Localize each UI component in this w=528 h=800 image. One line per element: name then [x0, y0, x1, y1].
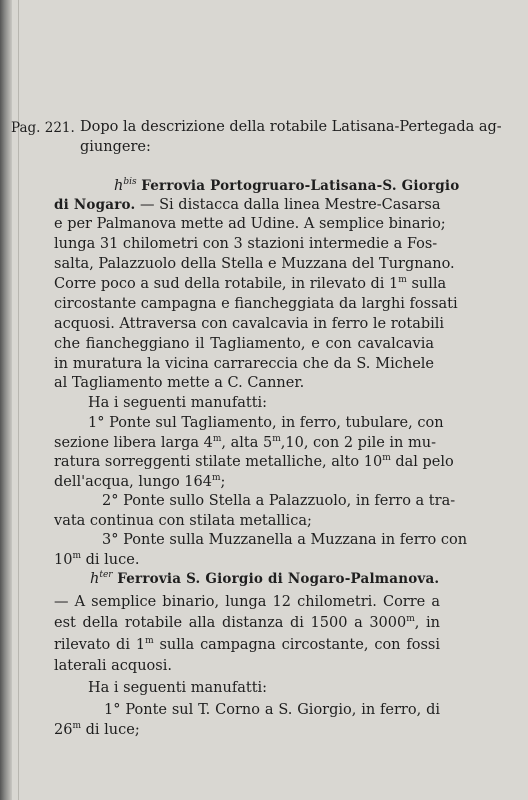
- text-line: [54, 472, 225, 492]
- superscript: m: [72, 551, 81, 562]
- text-fragment: ratura sorreggenti stilate metalliche, alto 10: [54, 454, 383, 470]
- text-line: 3° Ponte sulla Muzzanella a Muzzana in ferro con: [102, 532, 468, 548]
- superscript: m: [272, 434, 281, 445]
- text-fragment: sulla: [406, 276, 447, 292]
- text-line: [54, 274, 447, 294]
- text-fragment: 26: [54, 722, 73, 738]
- text-fragment: sulla campagna circostante, con fossi: [153, 637, 440, 653]
- text-line: Dopo la descrizione della rotabile Latisana-Pertegada ag-: [80, 119, 502, 135]
- text-fragment: ;: [220, 474, 226, 490]
- text-fragment: rilevato di 1: [54, 637, 146, 653]
- text-fragment: dal pelo: [390, 454, 454, 470]
- text-fragment: , in: [414, 615, 440, 631]
- section-heading-1: [114, 176, 459, 196]
- text-line: [54, 433, 434, 453]
- text-line: [54, 613, 440, 633]
- text-fragment: di luce.: [81, 552, 140, 568]
- section-title-cont: di Nogaro.: [54, 197, 136, 213]
- text-line: salta, Palazzuolo della Stella e Muzzana del Turgnano.: [54, 256, 455, 272]
- text-line: circostante campagna e fiancheggiata da larghi fossati: [54, 296, 458, 312]
- text-fragment: est della rotabile alla distanza di 1500 a 3000: [54, 615, 407, 631]
- section-heading-2: [90, 569, 439, 589]
- text-line: laterali acquosi.: [54, 658, 172, 674]
- text-line: [54, 635, 440, 655]
- text-line: [54, 550, 139, 570]
- text-line: Ha i seguenti manufatti:: [88, 680, 268, 696]
- text-fragment: sezione libera larga 4: [54, 435, 213, 451]
- text-line: 1° Ponte sul T. Corno a S. Giorgio, in ferro, di: [104, 702, 440, 718]
- section-marker-sup: bis: [123, 177, 137, 188]
- text-fragment: — Si distacca dalla linea Mestre-Casarsa: [140, 197, 441, 213]
- text-line: lunga 31 chilometri con 3 stazioni intermedie a Fos-: [54, 236, 438, 252]
- page-reference: Pag. 221.: [11, 120, 75, 136]
- text-line: giungere:: [80, 139, 151, 155]
- section-marker-sup: ter: [99, 570, 113, 581]
- superscript: m: [382, 453, 391, 464]
- text-fragment: ,10, con 2 pile in mu-: [280, 435, 436, 451]
- superscript: m: [145, 636, 154, 647]
- superscript: m: [398, 275, 407, 286]
- superscript: m: [212, 434, 222, 445]
- text-line: acquosi. Attraversa con cavalcavia in ferro le rotabili: [54, 316, 445, 332]
- superscript: m: [72, 721, 81, 732]
- text-line: — A semplice binario, lunga 12 chilometri. Corre a: [54, 594, 440, 610]
- text-line: 2° Ponte sullo Stella a Palazzuolo, in ferro a tra-: [102, 493, 456, 509]
- text-line: che fiancheggiano il Tagliamento, e con cavalcavia: [54, 336, 434, 352]
- section-title: Ferrovia S. Giorgio di Nogaro-Palmanova.: [117, 571, 440, 587]
- text-fragment: 10: [54, 552, 73, 568]
- text-fragment: , alta 5: [221, 435, 273, 451]
- superscript: m: [212, 473, 221, 484]
- text-fragment: Corre poco a sud della rotabile, in rilevato di 1: [54, 276, 399, 292]
- text-line: [54, 452, 454, 472]
- text-fragment: dell'acqua, lungo 164: [54, 474, 212, 490]
- text-fragment: di luce;: [81, 722, 140, 738]
- text-line: Ha i seguenti manufatti:: [88, 395, 268, 411]
- section-marker: h: [114, 178, 124, 194]
- text-line: vata continua con stilata metallica;: [54, 513, 312, 529]
- text-line: 1° Ponte sul Tagliamento, in ferro, tubulare, con: [88, 415, 444, 431]
- superscript: m: [406, 614, 415, 625]
- text-line: al Tagliamento mette a C. Canner.: [54, 375, 305, 391]
- section-marker: h: [90, 571, 100, 587]
- text-line: in muratura la vicina carrareccia che da S. Michele: [54, 356, 434, 372]
- section-title: Ferrovia Portogruaro-Latisana-S. Giorgio: [141, 178, 460, 194]
- text-line: e per Palmanova mette ad Udine. A semplice binario;: [54, 216, 446, 232]
- text-line: [54, 720, 140, 740]
- text-line: [54, 195, 440, 215]
